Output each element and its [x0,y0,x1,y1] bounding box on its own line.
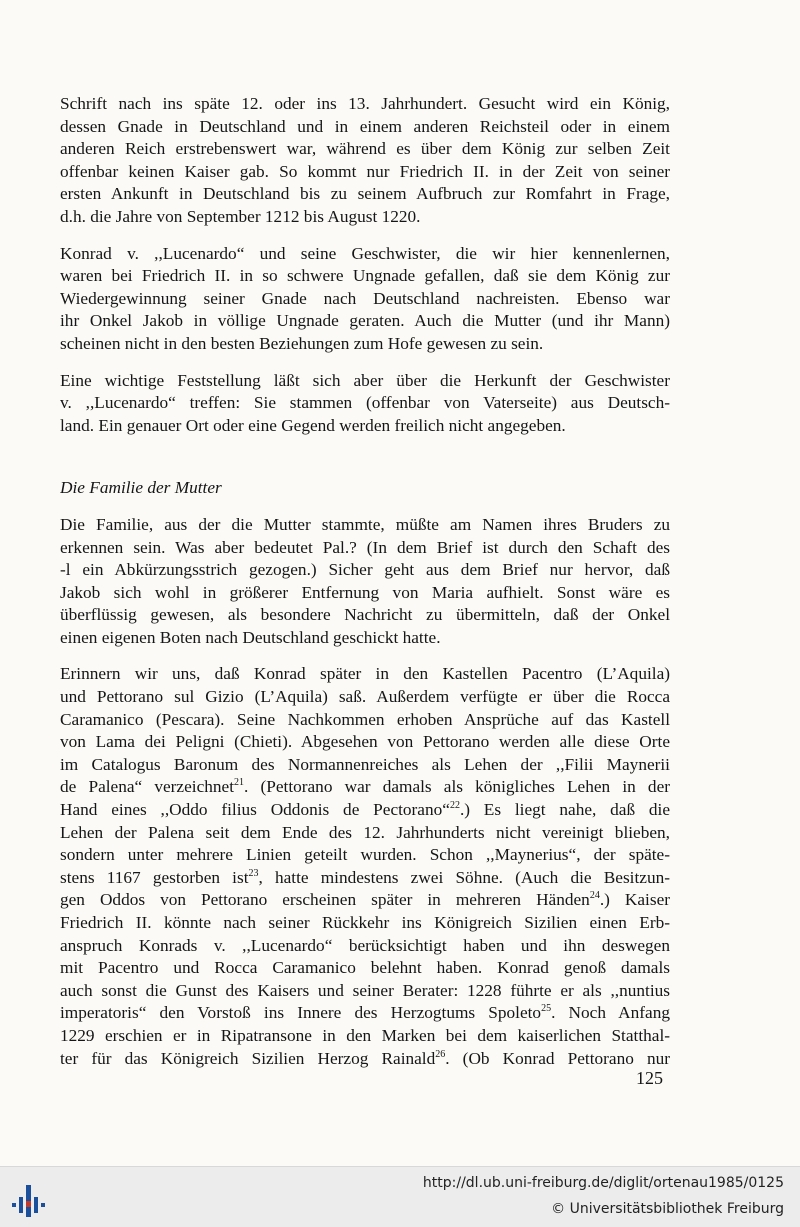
text-line: im Catalogus Baronum des Normannenreiches als Lehen der ,,Filii Maynerii [60,754,670,774]
text-segment: .) Kaiser [599,890,670,910]
footer-bar [0,1166,800,1227]
text-line: 1229 erschien er in Ripatransone in den Marken bei dem kaiserlichen Statthal- [60,1025,670,1045]
text-line: ersten Ankunft in Deutschland bis zu seinem Aufbruch zur Romfahrt in Frage, [60,184,670,204]
text-line: sondern unter mehrere Linien geteilt wurden. Schon ,,Maynerius“, der späte- [60,845,670,865]
text-line: erkennen sein. Was aber bedeutet Pal.? (In dem Brief ist durch den Schaft des [60,537,670,557]
ub-freiburg-logo-icon [10,1181,48,1219]
text-line: Wiedergewinnung seiner Gnade nach Deutschland nachreisten. Ebenso war [60,288,670,308]
text-line: mit Pacentro und Rocca Caramanico belehnt haben. Konrad genoß damals [60,958,670,978]
text-line: d.h. die Jahre von September 1212 bis August 1220. [60,206,421,226]
text-line: offenbar keinen Kaiser gab. So kommt nur Friedrich II. in der Zeit von seiner [60,161,670,181]
text-line: und Pettorano sul Gizio (L’Aquila) saß. Außerdem verfügte er über die Rocca [60,687,670,707]
text-line: Caramanico (Pescara). Seine Nachkommen erhoben Ansprüche auf das Kastell [60,709,670,729]
text-segment: . (Ob Konrad Pettorano nur [445,1048,670,1068]
text-segment: . (Pettorano war damals als königliches Lehen in der [244,777,670,797]
text-line: v. ,,Lucenardo“ treffen: Sie stammen (offenbar von Vaterseite) aus Deutsch- [60,393,670,413]
paragraph-5 [60,663,670,1070]
text-line: land. Ein genauer Ort oder eine Gegend werden freilich nicht angegeben. [60,415,566,435]
text-line: Lehen der Palena seit dem Ende des 12. Jahrhunderts nicht vereinigt blieben, [60,822,670,842]
text-line: dessen Gnade in Deutschland und in einem anderen Reichsteil oder in einem [60,116,670,136]
text-segment: gen Oddos von Pettorano erscheinen später in mehreren Händen [60,890,590,910]
text-line: Schrift nach ins späte 12. oder ins 13. Jahrhundert. Gesucht wird ein König, [60,94,670,113]
text-line: Eine wichtige Feststellung läßt sich aber über die Herkunft der Geschwister [60,370,670,390]
footnote-marker: 21 [234,777,244,789]
text-line [60,867,670,890]
text-segment: , hatte mindestens zwei Söhne. (Auch die Besitzun- [258,867,670,887]
text-segment: . Noch Anfang [551,1003,670,1023]
text-line [60,1048,670,1071]
text-segment: de Palena“ verzeichnet [60,777,234,797]
text-segment: Hand eines ,,Oddo filius Oddonis de Pectorano“ [60,800,450,820]
text-line: Die Familie, aus der die Mutter stammte, müßte am Namen ihres Bruders zu [60,514,670,534]
paragraph-2 [60,243,670,356]
text-line: Jakob sich wohl in größerer Entfernung von Maria aufhielt. Sonst wäre es [60,582,670,602]
text-line: ihr Onkel Jakob in völlige Ungnade geraten. Auch die Mutter (und ihr Mann) [60,311,670,331]
paragraph-1 [60,93,670,229]
text-line: Friedrich II. könnte nach seiner Rückkehr ins Königreich Sizilien einen Erb- [60,913,670,932]
text-line: anderen Reich erstrebenswert war, während es über dem König zur selben Zeit [60,139,670,159]
text-line: waren bei Friedrich II. in so schwere Ungnade gefallen, daß sie dem König zur [60,266,670,286]
text-line: überflüssig gewesen, als besondere Nachricht zu übermitteln, daß der Onkel [60,605,670,625]
text-segment: stens 1167 gestorben ist [60,867,249,887]
text-line: auch sonst die Gunst des Kaisers und seiner Berater: 1228 führte er als ,,nuntius [60,980,670,1000]
text-line: scheinen nicht in den besten Beziehungen zum Hofe gewesen zu sein. [60,333,544,353]
text-line: von Lama dei Peligni (Chieti). Abgesehen von Pettorano werden alle diese Orte [60,732,670,752]
text-segment: .) Es liegt nahe, daß die [459,800,670,820]
text-segment: imperatoris“ den Vorstoß ins Innere des Herzogtums Spoleto [60,1003,542,1023]
text-line: anspruch Konrads v. ,,Lucenardo“ berücksichtigt haben und ihn deswegen [60,935,670,955]
copyright-notice: © Universitätsbibliothek Freiburg [551,1201,784,1217]
section-heading: Die Familie der Mutter [60,478,222,498]
text-line: -l ein Abkürzungsstrich gezogen.) Sicher geht aus dem Brief nur hervor, daß [60,560,670,580]
source-url-link[interactable]: http://dl.ub.uni-freiburg.de/diglit/ortenau1985/0125 [422,1175,784,1191]
body-text [60,93,670,1070]
text-line: Erinnern wir uns, daß Konrad später in den Kastellen Pacentro (L’Aquila) [60,664,670,684]
text-line [60,776,670,799]
text-line [60,799,670,822]
text-line [60,1002,670,1025]
paragraph-3 [60,370,670,438]
page-number: 125 [636,1068,663,1088]
footnote-marker: 26 [435,1048,446,1060]
text-segment: ter für das Königreich Sizilien Herzog Rainald [60,1048,436,1068]
text-line [60,889,670,912]
footnote-marker: 22 [449,800,460,812]
footnote-marker: 24 [589,890,600,902]
footnote-marker: 25 [541,1003,552,1015]
footnote-marker: 23 [248,867,259,879]
paragraph-4 [60,514,670,650]
text-line: einen eigenen Boten nach Deutschland geschickt hatte. [60,627,441,647]
text-line: Konrad v. ,,Lucenardo“ und seine Geschwister, die wir hier kennenlernen, [60,243,670,263]
